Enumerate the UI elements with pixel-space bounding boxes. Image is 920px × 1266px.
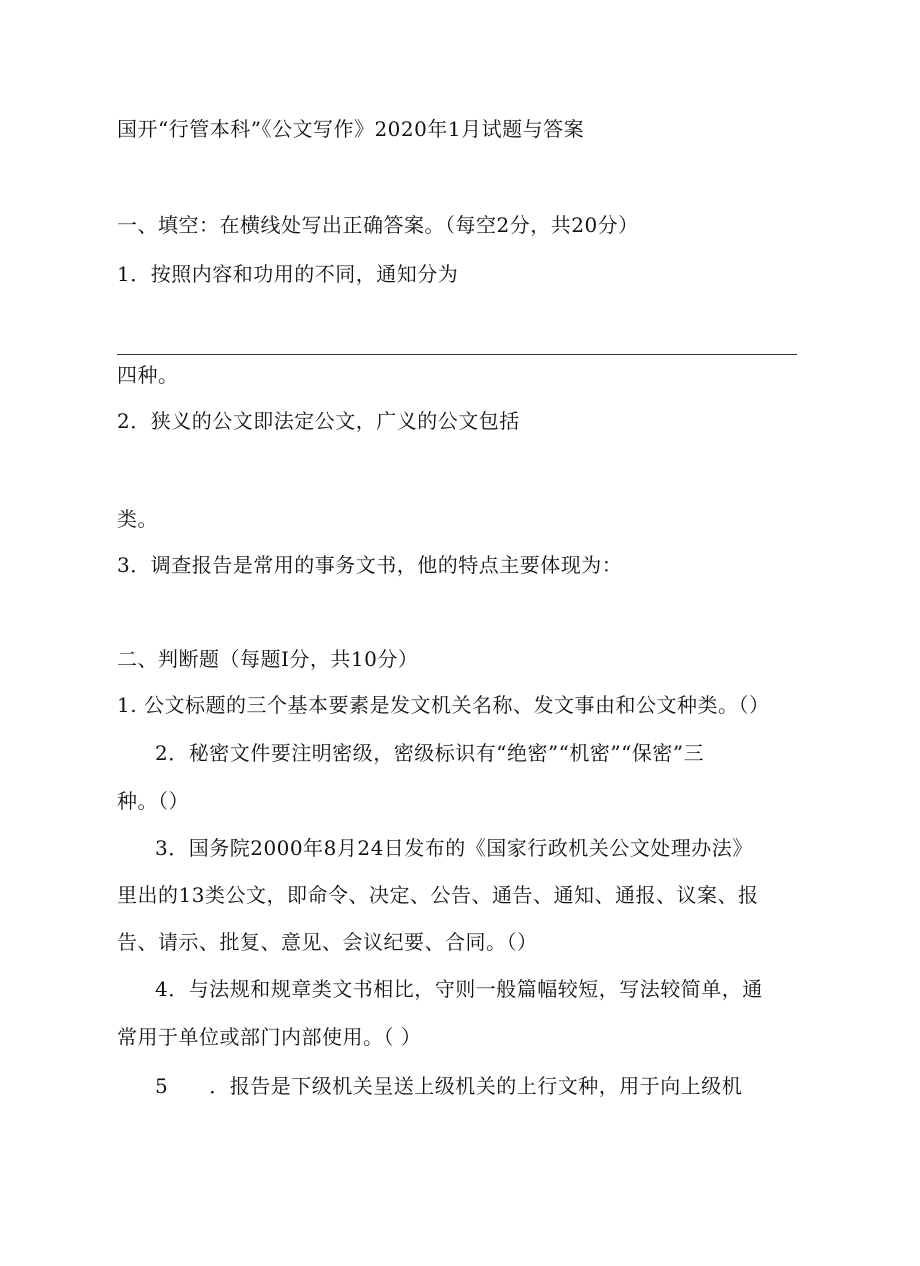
- fill-question-3: 3．调查报告是常用的事务文书，他的特点主要体现为：: [117, 553, 623, 577]
- judge-question-2-line2: 种。（）: [117, 789, 189, 813]
- judge-question-3-line3: 告、请示、批复、意见、会议纪要、合同。（）: [117, 930, 538, 954]
- judge-question-5-line1: 5 ．报告是下级机关呈送上级机关的上行文种，用于向上级机: [155, 1074, 743, 1098]
- fill-question-2: 2．狭义的公文即法定公文，广义的公文包括: [117, 409, 520, 433]
- judge-question-3-line2: 里出的13类公文，即命令、决定、公告、通告、通知、通报、议案、报: [117, 883, 759, 907]
- section2-heading: 二、判断题（每题Ⅰ分，共10分）: [117, 647, 419, 671]
- fill-question-2-tail: 类。: [117, 507, 158, 531]
- document-title: 国开“行管本科”《公文写作》2020年1月试题与答案: [117, 117, 585, 141]
- judge-question-4-line2: 常用于单位或部门内部使用。（ ）: [117, 1025, 422, 1049]
- judge-question-3-line1: 3．国务院2000年8月24日发布的《国家行政机关公文处理办法》: [155, 836, 753, 860]
- judge-question-4-line1: 4．与法规和规章类文书相比，守则一般篇幅较短，写法较简单，通: [155, 977, 763, 1001]
- fill-question-1: 1．按照内容和功用的不同，通知分为: [117, 262, 459, 286]
- section1-heading: 一、填空：在横线处写出正确答案。（每空2分，共20分）: [117, 213, 639, 237]
- judge-question-1: 1. 公文标题的三个基本要素是发文机关名称、发文事由和公文种类。（）: [117, 693, 770, 717]
- answer-blank-line: [117, 354, 797, 355]
- fill-question-1-tail: 四种。: [117, 363, 179, 387]
- judge-question-2-line1: 2．秘密文件要注明密级，密级标识有“绝密”“机密”“保密”三: [155, 741, 705, 765]
